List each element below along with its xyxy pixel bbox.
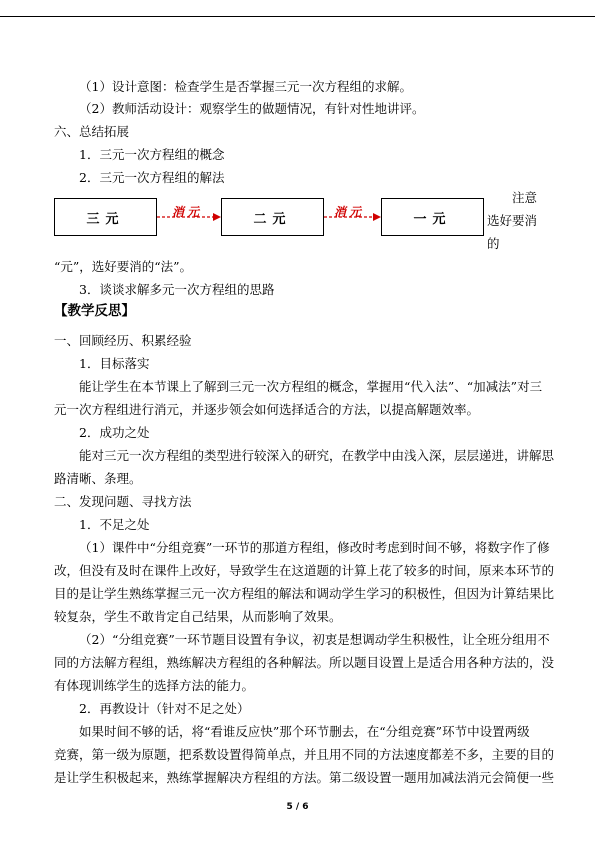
arrow-right-icon — [157, 211, 221, 223]
text-line: 目的是让学生熟练掌握三元一次方程组的解法和调动学生学习的积极性，但因为计算结果比 — [54, 586, 555, 601]
box-one-unknown: 一元 — [381, 198, 484, 236]
text-line: 同的方法解方程组，熟练解决方程组的各种解法。所以题目设置上是适合用各种方法的，没 — [54, 655, 555, 670]
text-line: （1）课件中“分组竞赛”一环节的那道方程组，修改时考虑到时间不够，将数字作了修 — [79, 540, 550, 555]
text-line: 能对三元一次方程组的类型进行较深入的研究，在教学中由浅入深，层层递进，讲解思 — [79, 448, 555, 463]
text-line: （2）教师活动设计：观察学生的做题情况，有针对性地讲评。 — [79, 101, 425, 116]
text-line: 1．三元一次方程组的概念 — [79, 147, 225, 162]
text-line: （2）“分组竞赛”一环节题目设置有争议，初衷是想调动学生积极性，让全班分组用不 — [79, 632, 550, 647]
section-heading: 二、发现问题、寻找方法 — [54, 494, 192, 509]
arrow-right-icon — [324, 211, 381, 223]
text-line: 2．三元一次方程组的解法 — [79, 170, 225, 185]
text-line: 元一次方程组进行消元，并逐步领会如何选择适合的方法，以提高解题效率。 — [54, 402, 480, 417]
text-line: “元”，选好要消的“法”。 — [54, 259, 193, 274]
text-line: 2．成功之处 — [79, 425, 150, 440]
text-line: 是让学生积极起来，熟练掌握解决方程组的方法。第二级设置一题用加减法消元会简便一些 — [54, 770, 555, 785]
text-line: 较复杂，学生不敢肯定自己结果，从而影响了效果。 — [54, 609, 342, 624]
box-three-unknowns: 三元 — [54, 198, 157, 236]
section-heading: 六、总结拓展 — [54, 124, 130, 139]
text-line: 能让学生在本节课上了解到三元一次方程组的概念，掌握用“代入法”、“加减法”对三 — [79, 379, 543, 394]
text-line: 竞赛，第一级为原题，把系数设置得简单点，并且用不同的方法速度都差不多，主要的目的 — [54, 747, 555, 762]
side-note: 注意 — [512, 190, 538, 205]
text-line: 改，但没有及时在课件上改好，导致学生在这道题的计算上花了较多的时间，原来本环节的 — [54, 563, 555, 578]
text-line: 有体现训练学生的选择方法的能力。 — [54, 678, 255, 693]
side-note: 选好要消 — [487, 213, 538, 228]
section-heading: 一、回顾经历、积累经验 — [54, 333, 192, 348]
text-line: 如果时间不够的话，将“看谁反应快”那个环节删去，在“分组竞赛”环节中设置两级 — [79, 724, 530, 739]
text-line: 3．谈谈求解多元一次方程组的思路 — [79, 282, 275, 297]
side-note: 的 — [487, 236, 500, 251]
page-number: 5 / 6 — [286, 802, 309, 812]
text-line: 1．不足之处 — [79, 517, 150, 532]
header-rule — [0, 16, 595, 17]
arrow-label-eliminate: 消元 — [172, 205, 203, 219]
text-line: 路清晰、条理。 — [54, 471, 142, 486]
box-two-unknowns: 二元 — [221, 198, 324, 236]
text-line: 2．再教设计（针对不足之处） — [79, 701, 250, 716]
text-line: 1．目标落实 — [79, 356, 150, 371]
section-title: 【教学反思】 — [54, 303, 135, 319]
text-line: （1）设计意图：检查学生是否掌握三元一次方程组的求解。 — [79, 79, 412, 94]
arrow-label-eliminate: 消元 — [334, 205, 365, 219]
